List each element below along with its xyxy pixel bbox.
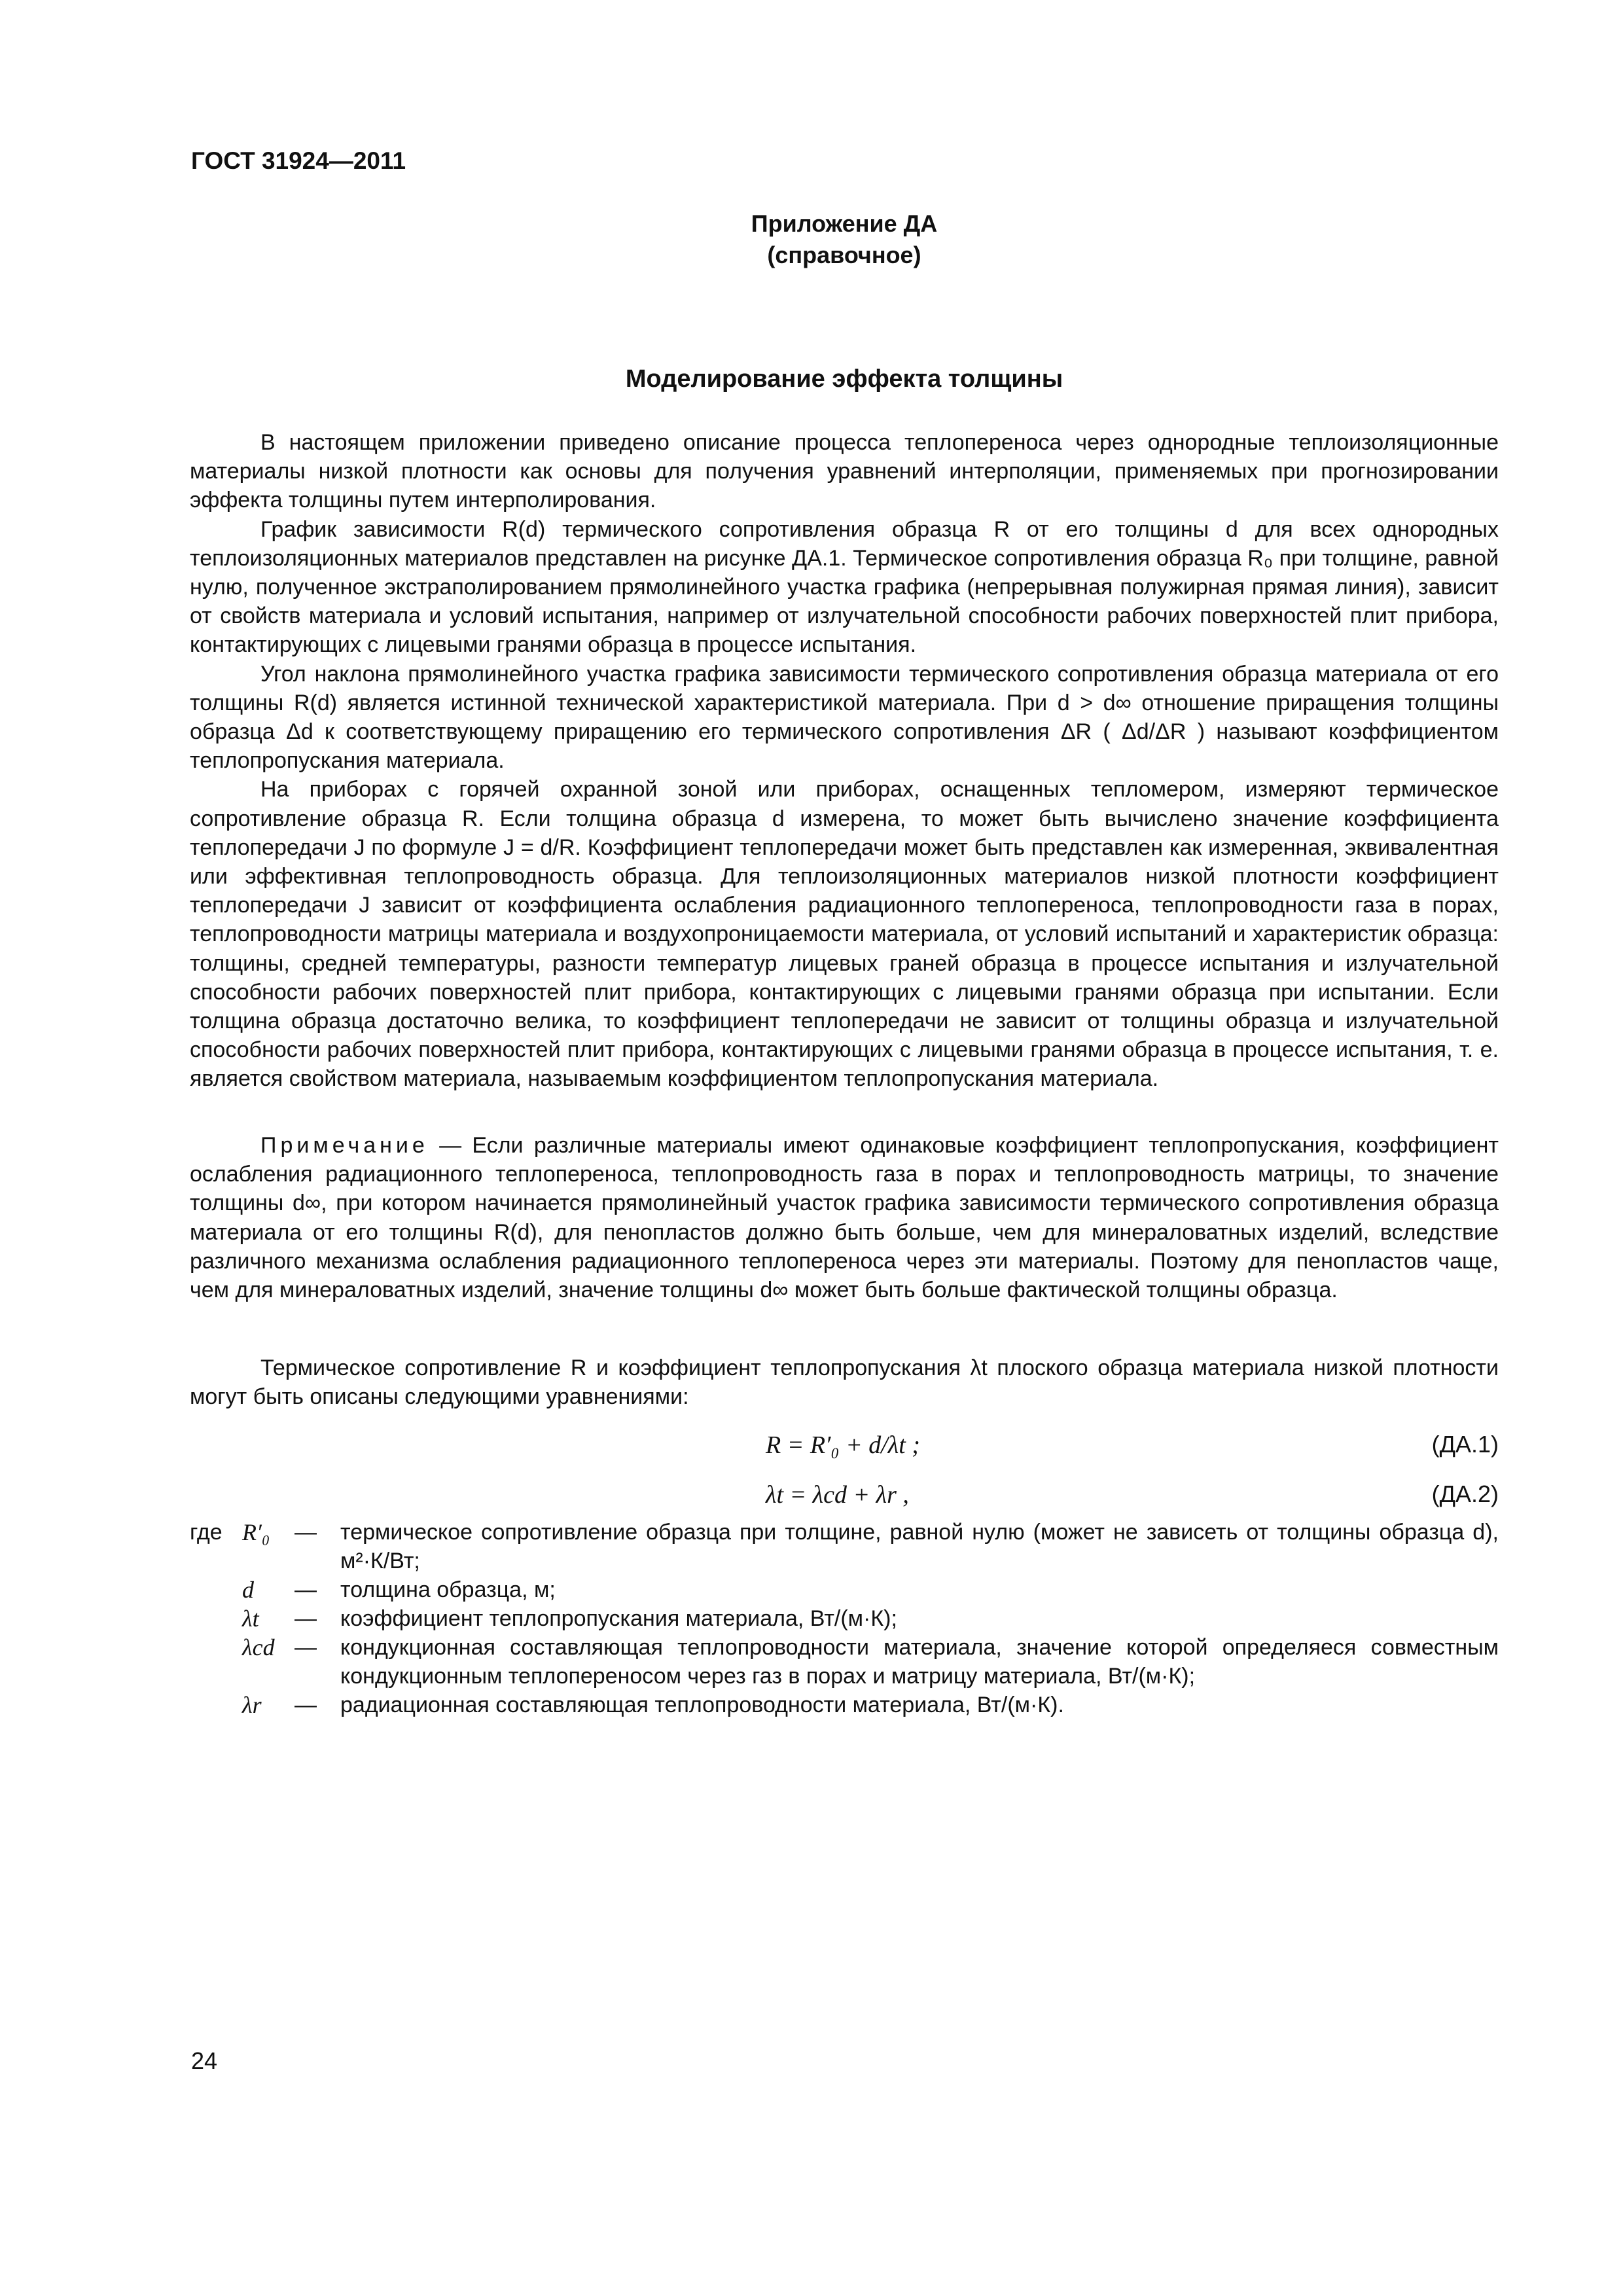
legend-dash: — [294, 1635, 317, 1660]
legend-symbol: λr [242, 1692, 262, 1718]
page-number: 24 [191, 2047, 218, 2074]
equation-1: R = R′₀ + d/λt ; [766, 1431, 920, 1459]
paragraph-graph: График зависимости R(d) термического сопротивления образца R от его толщины d для всех однородных теплоизоляционных материалов представлен на рисунке ДА.1. Термическое сопротивления образца R₀ при толщине, равной нулю, полученное экстраполированием прямолинейного участка графика (непрерывная полужирная прямая линия), зависит от свойств материала и условий испытания, например от излучательной способности рабочих поверхностей плит прибора, контактирующих с лицевыми гранями образца в процессе испытания. [190, 516, 1499, 658]
legend-description: кондукционная составляющая теплопроводности материала, значение которой определяеся совместным кондукционным теплопереносом через газ в порах и матрицу материала, Вт/(м·К); [340, 1635, 1499, 1689]
legend-dash: — [294, 1693, 317, 1717]
legend-description: толщина образца, м; [340, 1577, 556, 1602]
legend-dash: — [294, 1520, 317, 1545]
legend-dash: — [294, 1606, 317, 1631]
equation-number-1: (ДА.1) [1431, 1431, 1499, 1458]
legend-row [190, 1518, 1499, 1575]
legend-dash: — [294, 1577, 317, 1602]
section-title: Моделирование эффекта толщины [625, 365, 1063, 393]
legend-symbol: λcd [242, 1634, 275, 1660]
legend-symbol: d [242, 1577, 254, 1603]
paragraph-slope: Угол наклона прямолинейного участка графика зависимости термического сопротивления образца материала от его толщины R(d) является истинной технической характеристикой материала. При d > d∞ отношение приращения толщины образца Δd к соответствующему приращению его термического сопротивления ΔR ( Δd/ΔR ) называют коэффициентом теплопропускания материала. [190, 661, 1499, 774]
legend-row [190, 1633, 1499, 1691]
legend-row [190, 1604, 1499, 1633]
note-label: Примечание [260, 1133, 429, 1158]
equation-row-1 [190, 1431, 1499, 1463]
legend-prefix: где [190, 1520, 223, 1545]
document-code: ГОСТ 31924—2011 [191, 147, 406, 174]
appendix-heading [0, 208, 1623, 271]
equations-intro [190, 1354, 1499, 1411]
equations-intro-text: Термическое сопротивление R и коэффициент теплопропускания λt плоского образца материала низкой плотности могут быть описаны следующими уравнениями: [190, 1355, 1499, 1410]
note-block [190, 1131, 1499, 1304]
legend-description: термическое сопротивление образца при толщине, равной нулю (может не зависеть от толщины образца d), м²·К/Вт; [340, 1520, 1499, 1573]
note-text: — Если различные материалы имеют одинаковые коэффициент теплопропускания, коэффициент ослабления радиационного теплопереноса, теплопроводность газа в порах и теплопроводность матрицы, то значение толщины d∞, при котором начинается прямолинейный участок графика зависимости термического сопротивления образца материала от его толщины R(d), для пенопластов должно быть больше, чем для минераловатных изделий, вследствие различного механизма ослабления радиационного теплопереноса через эти материалы. Поэтому для пенопластов чаще, чем для минераловатных изделий, значение толщины d∞ может быть больше фактической толщины образца. [190, 1133, 1499, 1303]
appendix-title: Приложение ДА [751, 210, 938, 237]
symbol-legend [190, 1518, 1499, 1719]
legend-description: коэффициент теплопропускания материала, Вт/(м·К); [340, 1606, 897, 1631]
paragraph-devices: На приборах с горячей охранной зоной или приборах, оснащенных тепломером, измеряют термическое сопротивление образца R. Если толщина образца d измерена, то может быть вычислено значение коэффициента теплопередачи J по формуле J = d/R. Коэффициент теплопередачи может быть представлен как измеренная, эквивалентная или эффективная теплопроводность образца. Для теплоизоляционных материалов низкой плотности коэффициент теплопередачи J зависит от коэффициента ослабления радиационного теплопереноса, теплопроводности газа в порах, теплопроводности матрицы материала и воздухопроницаемости материала, от условий испытаний и характеристик образца: толщины, средней температуры, разности температур лицевых граней образца в процессе испытания и излучательной способности рабочих поверхностей плит прибора, контактирующих с лицевыми гранями образца при испытании. Если толщина образца достаточно велика, то коэффициент теплопередачи не зависит от толщины образца и излучательной способности рабочих поверхностей плит прибора, контактирующих с лицевыми гранями образца в процессе испытания, т. е. является свойством материала, называемым коэффициентом теплопропускания материала. [190, 777, 1499, 1092]
legend-description: радиационная составляющая теплопроводности материала, Вт/(м·К). [340, 1693, 1064, 1717]
body-text [190, 428, 1499, 1094]
equation-number-2: (ДА.2) [1431, 1480, 1499, 1507]
appendix-type: (справочное) [767, 242, 921, 268]
legend-row [190, 1575, 1499, 1604]
legend-row [190, 1691, 1499, 1719]
legend-symbol: λt [242, 1605, 259, 1632]
equation-2: λt = λcd + λr , [766, 1481, 909, 1509]
equation-row-2 [190, 1480, 1499, 1513]
paragraph-intro: В настоящем приложении приведено описание процесса теплопереноса через однородные теплоизоляционные материалы низкой плотности как основы для получения уравнений интерполяции, применяемых при прогнозировании эффекта толщины путем интерполирования. [190, 430, 1499, 513]
legend-symbol: R′₀ [242, 1519, 270, 1545]
